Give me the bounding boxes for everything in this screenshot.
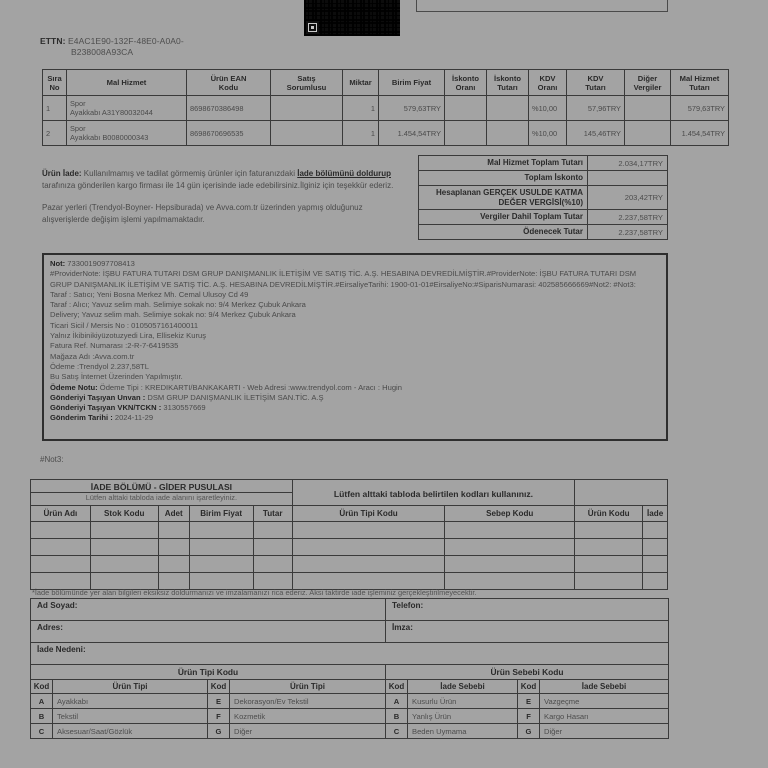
col-urun-kodu: Ürün Kodu xyxy=(575,506,643,522)
cell-birim-fiyat: 1.454,54TRY xyxy=(379,121,445,146)
return-form-title-row xyxy=(31,480,668,493)
code-value: Dekorasyon/Ev Tekstil xyxy=(230,694,386,709)
cell-birim-fiyat: 579,63TRY xyxy=(379,96,445,121)
code-group-header-row xyxy=(31,665,669,680)
code-value: Ayakkabı xyxy=(53,694,208,709)
col-birim-fiyat: Birim Fiyat xyxy=(379,70,445,96)
cell-satis-sorumlusu xyxy=(271,96,343,121)
code-key: E xyxy=(518,694,540,709)
return-form-input-cell[interactable] xyxy=(292,573,445,590)
note-line-text: Yalnız İkibinikiyüzotuzyedi Lira, Ellisekiz Kuruş xyxy=(50,331,207,341)
total-label: Vergiler Dahil Toplam Tutar xyxy=(419,210,588,225)
cell-ean: 8698670696535 xyxy=(187,121,271,146)
return-form-input-cell[interactable] xyxy=(158,556,189,573)
code-key: C xyxy=(31,724,53,739)
return-form-input-cell[interactable] xyxy=(643,573,668,590)
product-table-header-row xyxy=(43,70,729,96)
product-table-container xyxy=(42,69,728,146)
col-stok-kodu: Stok Kodu xyxy=(90,506,158,522)
cell-kdv-orani: %10,00 xyxy=(529,96,567,121)
cell-sira: 2 xyxy=(43,121,67,146)
note-line-text: #ProviderNote: İŞBU FATURA TUTARI DSM GRUP DANIŞMANLIK İLETİŞİM VE SATIŞ TİC. A.Ş. HESABINA DEVREDİLMİŞTİR.#ProviderNote: İŞBU FATURA TUTARI DSM GRUP DANIŞMANLIK İLETİŞİM VE SATIŞ TİC. A.Ş. HESABINA DEVREDİLMİŞTİR.#EirsaliyeTarihi: 1900-01-01#EirsaliyeNo:#SiparisNumarasi: 402585666669#Not2: #Not3: xyxy=(50,269,637,289)
return-form-input-cell[interactable] xyxy=(189,522,253,539)
col-iade-sebebi-1: İade Sebebi xyxy=(408,680,518,694)
col-kdv-orani: KDV Oranı xyxy=(529,70,567,96)
note-line-label: Gönderiyi Taşıyan VKN/TCKN : xyxy=(50,403,162,413)
ettn-label: ETTN: xyxy=(40,36,66,46)
return-form-input-cell[interactable] xyxy=(158,573,189,590)
return-form-input-cell[interactable] xyxy=(90,522,158,539)
col-adet: Adet xyxy=(158,506,189,522)
col-kod-r2: Kod xyxy=(518,680,540,694)
return-policy-paragraph-2: Pazar yerleri (Trendyol-Boyner- Hepsiburada) ve Avva.com.tr üzerinden yapmış olduğunuz alışverişlerde değişim işlemi yapılmamaktadır. xyxy=(42,203,363,224)
note-line xyxy=(50,372,660,382)
code-key: C xyxy=(386,724,408,739)
note-line-text: Delivery; Yavuz selim mah. Selimiye sokak no: 9/4 Merkez Çubuk Ankara xyxy=(50,310,296,320)
code-column-header-row xyxy=(31,680,669,694)
ettn-value-line2: B238008A93CA xyxy=(71,47,134,57)
code-key: E xyxy=(208,694,230,709)
return-form-input-cell[interactable] xyxy=(158,539,189,556)
note-line xyxy=(50,269,660,290)
note-line-text: Mağaza Adı :Avva.com.tr xyxy=(50,351,135,361)
code-value: Kusurlu Ürün xyxy=(408,694,518,709)
note-line-text: Fatura Ref. Numarası :2-R-7-6419535 xyxy=(50,341,179,351)
code-key: A xyxy=(31,694,53,709)
col-urun-tipi-kodu: Ürün Tipi Kodu xyxy=(292,506,445,522)
header-barcode-box xyxy=(416,0,668,12)
return-form-input-cell[interactable] xyxy=(445,522,575,539)
field-adres[interactable]: Adres: xyxy=(31,621,386,643)
cell-diger-vergiler xyxy=(625,96,671,121)
return-form-empty-row xyxy=(31,539,668,556)
cell-miktar: 1 xyxy=(343,96,379,121)
code-key: B xyxy=(386,709,408,724)
total-value: 2.034,17TRY xyxy=(588,156,668,171)
totals-row xyxy=(419,225,668,240)
return-form-table xyxy=(30,479,668,590)
note-line-label: Not: xyxy=(50,259,66,268)
field-imza[interactable]: İmza: xyxy=(386,621,669,643)
return-form-input-cell[interactable] xyxy=(31,556,91,573)
ettn-block xyxy=(40,36,184,58)
return-form-left-title: İADE BÖLÜMÜ - GİDER PUSULASI xyxy=(31,480,293,493)
note-line-label: Gönderiyi Taşıyan Unvan : xyxy=(50,392,146,402)
total-label: Toplam İskonto xyxy=(419,171,588,186)
total-value: 2.237,58TRY xyxy=(588,225,668,240)
return-form-empty-row xyxy=(31,556,668,573)
totals-table xyxy=(418,155,668,240)
group-urun-sebebi-kodu: Ürün Sebebi Kodu xyxy=(386,665,669,680)
customer-fields-container xyxy=(30,598,668,665)
col-urun-ean-kodu: Ürün EAN Kodu xyxy=(187,70,271,96)
return-form-input-cell[interactable] xyxy=(253,522,292,539)
return-form-input-cell[interactable] xyxy=(253,573,292,590)
total-value: 2.237,58TRY xyxy=(588,210,668,225)
totals-row xyxy=(419,210,668,225)
product-table xyxy=(42,69,729,146)
code-value: Kargo Hasarı xyxy=(540,709,669,724)
col-mal-hizmet: Mal Hizmet xyxy=(67,70,187,96)
cell-mal-hizmet-tutari: 1.454,54TRY xyxy=(671,121,729,146)
code-value: Diğer xyxy=(540,724,669,739)
return-form-input-cell[interactable] xyxy=(292,522,445,539)
note-line xyxy=(50,362,660,372)
totals-row xyxy=(419,171,668,186)
not3-text: #Not3: xyxy=(40,455,64,464)
return-form-input-cell[interactable] xyxy=(189,573,253,590)
col-sira-no: Sıra No xyxy=(43,70,67,96)
note-line xyxy=(50,383,660,393)
note-line-text: DSM GRUP DANIŞMANLIK İLETİŞİM SAN.TİC. A.Ş xyxy=(145,392,324,402)
code-key: B xyxy=(31,709,53,724)
col-iskonto-tutari: İskonto Tutarı xyxy=(487,70,529,96)
customer-field-row xyxy=(31,621,669,643)
return-form-input-cell[interactable] xyxy=(445,573,575,590)
col-satis-sorumlusu: Satış Sorumlusu xyxy=(271,70,343,96)
code-reference-container xyxy=(30,664,668,739)
customer-fields-table xyxy=(30,598,669,665)
code-key: G xyxy=(208,724,230,739)
col-tutar: Tutar xyxy=(253,506,292,522)
note-line-text: Ticari Sicil / Mersis No : 0105057161400011 xyxy=(50,320,199,330)
col-diger-vergiler: Diğer Vergiler xyxy=(625,70,671,96)
code-value: Yanlış Ürün xyxy=(408,709,518,724)
return-form-input-cell[interactable] xyxy=(445,556,575,573)
cell-diger-vergiler xyxy=(625,121,671,146)
note-line xyxy=(50,259,660,269)
return-form-input-cell[interactable] xyxy=(575,539,643,556)
col-iade: İade xyxy=(643,506,668,522)
code-value: Kozmetik xyxy=(230,709,386,724)
field-ad-soyad[interactable]: Ad Soyad: xyxy=(31,599,386,621)
return-form-input-cell[interactable] xyxy=(253,539,292,556)
note-line xyxy=(50,352,660,362)
cell-satis-sorumlusu xyxy=(271,121,343,146)
col-kod-l2: Kod xyxy=(208,680,230,694)
document-header-strip xyxy=(0,0,768,34)
col-mal-hizmet-tutari: Mal Hizmet Tutarı xyxy=(671,70,729,96)
cell-mal-hizmet: Spor Ayakkabı B0080000343 xyxy=(67,121,187,146)
code-value: Diğer xyxy=(230,724,386,739)
return-form-input-cell[interactable] xyxy=(253,556,292,573)
table-row xyxy=(43,121,729,146)
col-urun-tipi-1: Ürün Tipi xyxy=(53,680,208,694)
note-line xyxy=(50,331,660,341)
ettn-value-line1: E4AC1E90-132F-48E0-A0A0- xyxy=(68,36,184,46)
return-form-input-cell[interactable] xyxy=(189,539,253,556)
qr-code-icon xyxy=(304,0,400,36)
note-line xyxy=(50,413,660,423)
code-key: G xyxy=(518,724,540,739)
note-line-text: Ödeme :Trendyol 2.237,58TL xyxy=(50,361,149,371)
return-form-input-cell[interactable] xyxy=(292,539,445,556)
totals-table-container xyxy=(418,155,668,240)
return-form-input-cell[interactable] xyxy=(31,539,91,556)
return-form-input-cell[interactable] xyxy=(445,539,575,556)
return-form-input-cell[interactable] xyxy=(643,522,668,539)
note-line-text: 2024-11-29 xyxy=(112,413,154,423)
return-form-empty-row xyxy=(31,522,668,539)
return-form-input-cell[interactable] xyxy=(643,539,668,556)
col-miktar: Miktar xyxy=(343,70,379,96)
code-reference-row xyxy=(31,694,669,709)
cell-iskonto-tutari xyxy=(487,96,529,121)
note-line-text: Ödeme Tipi : KREDIKARTI/BANKAKARTI - Web Adresi :www.trendyol.com - Aracı : Hugin xyxy=(97,382,402,392)
total-label: Mal Hizmet Toplam Tutarı xyxy=(419,156,588,171)
col-kod-l1: Kod xyxy=(31,680,53,694)
group-urun-tipi-kodu: Ürün Tipi Kodu xyxy=(31,665,386,680)
table-row xyxy=(43,96,729,121)
cell-mal-hizmet-tutari: 579,63TRY xyxy=(671,96,729,121)
cell-ean: 8698670386498 xyxy=(187,96,271,121)
return-form-input-cell[interactable] xyxy=(90,539,158,556)
cell-kdv-tutari: 145,46TRY xyxy=(567,121,625,146)
col-sebep-kodu: Sebep Kodu xyxy=(445,506,575,522)
customer-field-row xyxy=(31,599,669,621)
note-line xyxy=(50,300,660,310)
code-reference-row xyxy=(31,724,669,739)
invoice-note-block xyxy=(42,253,668,441)
return-form-left-subtitle: Lütfen alttaki tabloda iade alanını işaretleyiniz. xyxy=(31,493,293,506)
col-iskonto-orani: İskonto Oranı xyxy=(445,70,487,96)
code-value: Beden Uymama xyxy=(408,724,518,739)
customer-field-row xyxy=(31,643,669,665)
col-iade-sebebi-2: İade Sebebi xyxy=(540,680,669,694)
return-form-container xyxy=(30,479,668,590)
code-value: Aksesuar/Saat/Gözlük xyxy=(53,724,208,739)
note-line xyxy=(50,341,660,351)
note-line-text: 7330019097708413 xyxy=(65,259,135,268)
return-policy-text xyxy=(42,168,394,236)
note-line-label: Ödeme Notu: xyxy=(50,382,98,392)
return-form-column-header-row xyxy=(31,506,668,522)
return-form-input-cell[interactable] xyxy=(575,522,643,539)
field-telefon[interactable]: Telefon: xyxy=(386,599,669,621)
note-line xyxy=(50,393,660,403)
return-form-input-cell[interactable] xyxy=(575,556,643,573)
code-value: Vazgeçme xyxy=(540,694,669,709)
note-line xyxy=(50,321,660,331)
return-form-input-cell[interactable] xyxy=(189,556,253,573)
total-label: Hesaplanan GERÇEK USULDE KATMA DEĞER VERGİSİ(%10) xyxy=(419,186,588,210)
code-reference-table xyxy=(30,664,669,739)
totals-row xyxy=(419,186,668,210)
return-warning-text: *İade bölümünde yer alan bilgileri eksiksiz doldurmanızı ve imzalamanızı rica ederiz. Aksi taktirde iade işleminiz gerçekleştirilmeyecektir. xyxy=(32,588,477,597)
code-key: F xyxy=(518,709,540,724)
cell-sira: 1 xyxy=(43,96,67,121)
code-key: F xyxy=(208,709,230,724)
return-form-input-cell[interactable] xyxy=(575,573,643,590)
code-key: A xyxy=(386,694,408,709)
return-form-input-cell[interactable] xyxy=(158,522,189,539)
cell-iskonto-tutari xyxy=(487,121,529,146)
cell-mal-hizmet: Spor Ayakkabı A31Y80032044 xyxy=(67,96,187,121)
return-form-input-cell[interactable] xyxy=(292,556,445,573)
return-form-empty-row xyxy=(31,573,668,590)
code-value: Tekstil xyxy=(53,709,208,724)
cell-iskonto-orani xyxy=(445,121,487,146)
col-urun-tipi-2: Ürün Tipi xyxy=(230,680,386,694)
return-form-input-cell[interactable] xyxy=(90,573,158,590)
total-label: Ödenecek Tutar xyxy=(419,225,588,240)
return-form-input-cell[interactable] xyxy=(90,556,158,573)
col-birim-fiyat: Birim Fiyat xyxy=(189,506,253,522)
return-policy-paragraph-1: Ürün İade: Kullanılmamış ve tadilat görmemiş ürünler için faturanızdaki İade bölümünü doldurup tarafınıza gönderilen kargo firması ile 14 gün içerisinde iade edebilirsiniz.İlginiz için teşekkür ederiz. xyxy=(42,169,394,190)
code-reference-row xyxy=(31,709,669,724)
col-kod-r1: Kod xyxy=(386,680,408,694)
note-line-label: Gönderim Tarihi : xyxy=(50,413,113,423)
field-iade-nedeni[interactable]: İade Nedeni: xyxy=(31,643,669,665)
note-line xyxy=(50,403,660,413)
cell-iskonto-orani xyxy=(445,96,487,121)
return-form-spacer xyxy=(575,480,668,506)
total-value: 203,42TRY xyxy=(588,186,668,210)
note-line-text: Taraf : Alıcı; Yavuz selim mah. Selimiye sokak no: 9/4 Merkez Çubuk Ankara xyxy=(50,300,306,310)
note-line-text: 3130557669 xyxy=(161,403,206,413)
cell-kdv-tutari: 57,96TRY xyxy=(567,96,625,121)
return-form-input-cell[interactable] xyxy=(31,522,91,539)
cell-miktar: 1 xyxy=(343,121,379,146)
total-value xyxy=(588,171,668,186)
return-form-right-title: Lütfen alttaki tabloda belirtilen kodları kullanınız. xyxy=(292,480,574,506)
note-line-text: Bu Satış İnternet Üzerinden Yapılmıştır. xyxy=(50,372,183,382)
col-kdv-tutari: KDV Tutarı xyxy=(567,70,625,96)
cell-kdv-orani: %10,00 xyxy=(529,121,567,146)
note-line-text: Taraf : Satıcı; Yeni Bosna Merkez Mh. Cemal Ulusoy Cd 49 xyxy=(50,289,249,299)
note-line xyxy=(50,290,660,300)
col-urun-adi: Ürün Adı xyxy=(31,506,91,522)
return-form-input-cell[interactable] xyxy=(31,573,91,590)
totals-row xyxy=(419,156,668,171)
return-form-input-cell[interactable] xyxy=(643,556,668,573)
note-line xyxy=(50,310,660,320)
